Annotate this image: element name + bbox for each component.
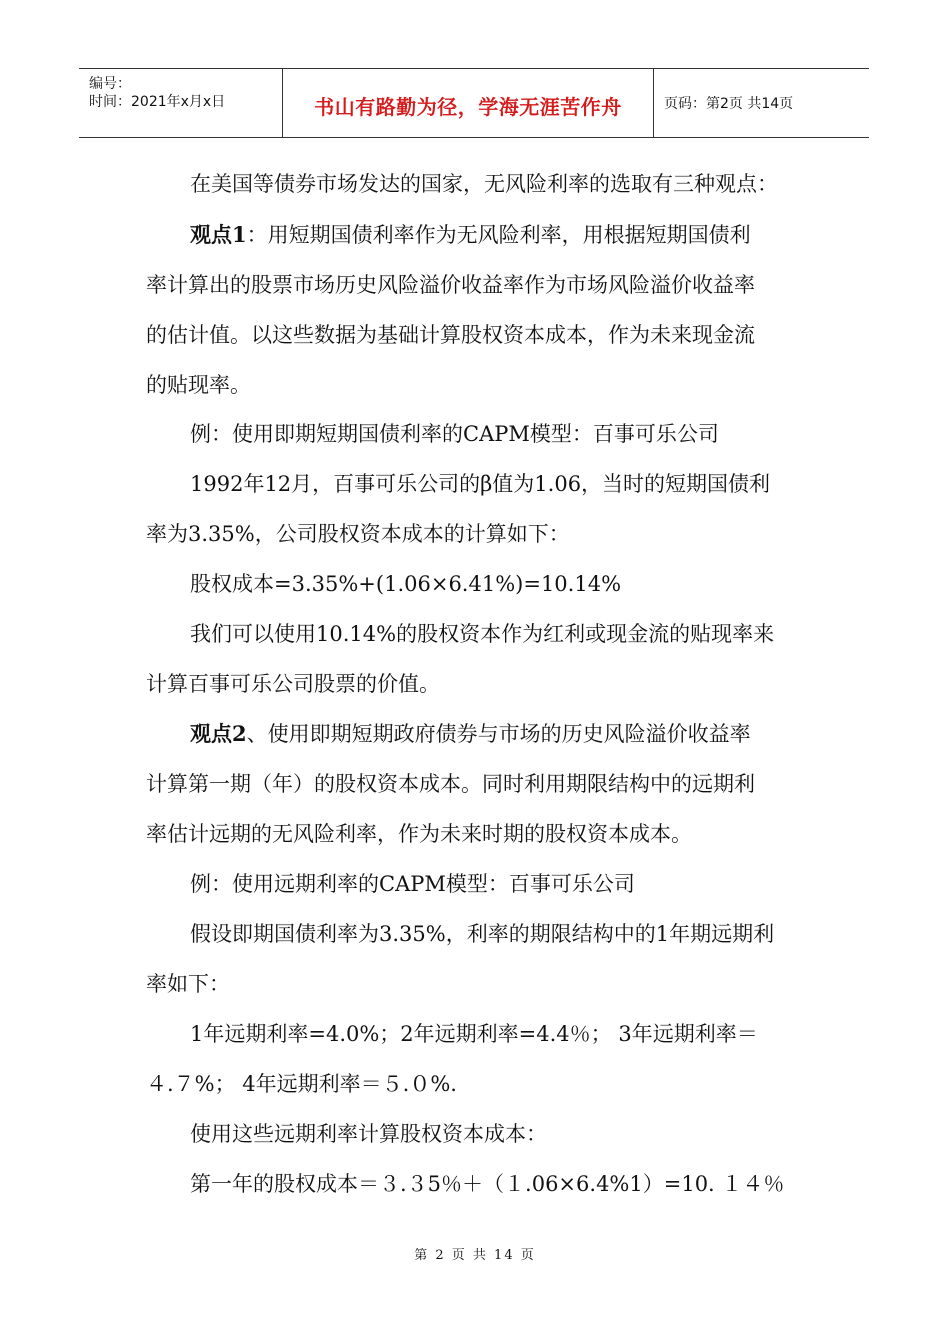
forward-rates-line-2: ４.７%； 4年远期利率＝５.０%. [146,1072,457,1096]
header-table [79,68,869,138]
doc-date-label: 时间：2021年x月x日 [89,94,226,110]
view1-line-3: 的估计值。以这些数据为基础计算股权资本成本，作为未来现金流 [146,323,755,347]
page-footer: 第 2 页 共 14 页 [414,1248,536,1263]
motto-text: 书山有路勤为径，学海无涯苦作舟 [314,95,622,119]
view2-line-2: 计算第一期（年）的股权资本成本。同时利用期限结构中的远期利 [146,772,755,796]
doc-number-label: 编号： [89,76,131,92]
example1-line-2: 率为3.35%，公司股权资本成本的计算如下： [146,522,570,546]
example1-conclusion-2: 计算百事可乐公司股票的价值。 [146,672,440,696]
example1-formula: 股权成本=3.35%+(1.06×6.41%)=10.14% [190,572,622,596]
header-page-cell [654,69,869,137]
example2-line-1: 假设即期国债利率为3.35%，利率的期限结构中的1年期远期利 [190,922,775,946]
view2-text-1: 、使用即期短期政府债券与市场的历史风险溢价收益率 [246,722,751,746]
view2-line-3: 率估计远期的无风险利率，作为未来时期的股权资本成本。 [146,822,692,846]
view2-line-1 [190,720,751,748]
page-info: 页码：第2页 共14页 [664,96,794,112]
view1-line-4: 的贴现率。 [146,373,251,397]
example1-conclusion-1: 我们可以使用10.14%的股权资本作为红利或现金流的贴现率来 [190,622,775,646]
first-year-formula: 第一年的股权成本＝３.３5％＋（１.06×6.4%1）=10. １４％ [190,1172,785,1196]
example2-title: 例：使用远期利率的CAPM模型：百事可乐公司 [190,872,635,896]
intro-paragraph: 在美国等债券市场发达的国家，无风险利率的选取有三种观点： [190,172,778,196]
view1-line-2: 率计算出的股票市场历史风险溢价收益率作为市场风险溢价收益率 [146,273,755,297]
header-meta-cell [79,69,283,137]
example2-line-2: 率如下： [146,972,230,996]
header-motto-cell [283,69,654,137]
example2-use-text: 使用这些远期利率计算股权资本成本： [190,1122,547,1146]
example1-title: 例：使用即期短期国债利率的CAPM模型：百事可乐公司 [190,422,719,446]
forward-rates-line-1: 1年远期利率=4.0%；2年远期利率=4.4％； 3年远期利率＝ [190,1022,758,1046]
view2-label: 观点2 [190,721,247,746]
view1-text-1: ：用短期国债利率作为无风险利率，用根据短期国债利 [246,223,751,247]
view1-line-1 [190,221,751,249]
example1-line-1: 1992年12月，百事可乐公司的β值为1.06，当时的短期国债利 [190,472,771,496]
view1-label: 观点1 [190,222,247,247]
